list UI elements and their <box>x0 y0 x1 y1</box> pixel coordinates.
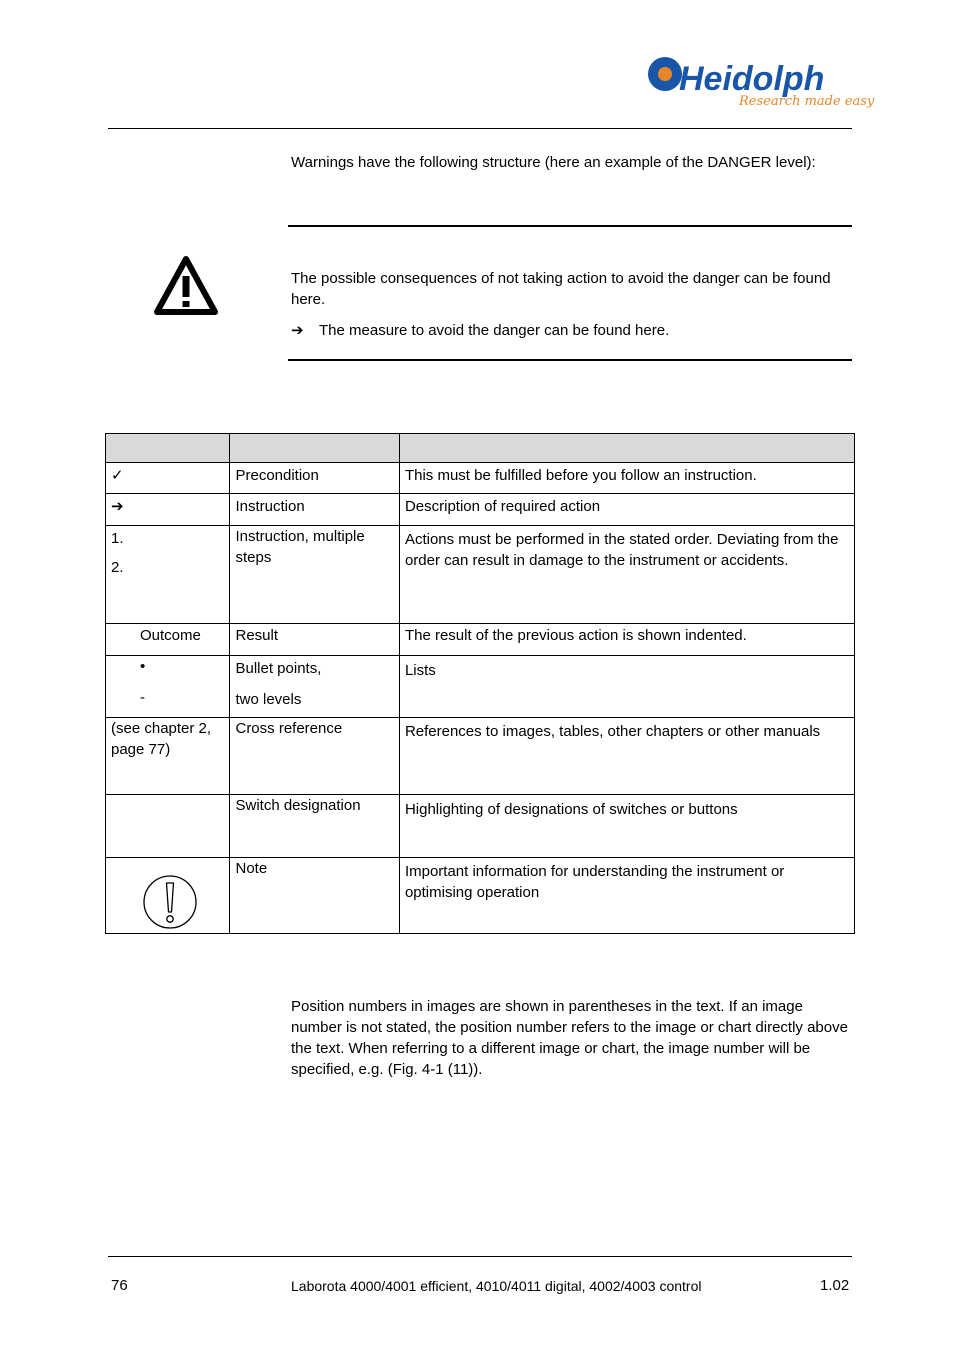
intro-text: Warnings have the following structure (here an example of the DANGER level): <box>291 154 816 171</box>
table-row <box>106 795 855 858</box>
table-row <box>106 624 855 656</box>
table-cell: Highlighting of designations of switches or buttons <box>399 795 854 858</box>
table-cell: Lists <box>399 656 854 718</box>
table-cell <box>106 795 230 858</box>
table-header-row <box>106 434 855 463</box>
page-number: 76 <box>111 1277 128 1294</box>
table-cell: Instruction, multiple steps <box>230 526 399 624</box>
table-cell: Result <box>230 624 399 656</box>
danger-box-bottom-rule <box>288 359 852 361</box>
danger-measure-line <box>291 320 836 341</box>
logo-text: Heidolph <box>679 60 825 98</box>
table-row <box>106 494 855 526</box>
table-cell: Note <box>230 858 399 934</box>
table-row <box>106 718 855 795</box>
table-header-cell <box>106 434 230 463</box>
table-row <box>106 463 855 494</box>
table-cell: Outcome <box>106 624 230 656</box>
footer-rule <box>108 1256 852 1257</box>
danger-consequences: The possible consequences of not taking action to avoid the danger can be found here. <box>291 270 831 308</box>
table-cell: Precondition <box>230 463 399 494</box>
danger-measure: The measure to avoid the danger can be found here. <box>319 322 670 339</box>
bullet-icon: • <box>140 658 146 675</box>
step-number: 2. <box>111 559 124 576</box>
table-cell: Description of required action <box>399 494 854 526</box>
table-row <box>106 858 855 934</box>
table-cell: The result of the previous action is shown indented. <box>399 624 854 656</box>
note-exclamation-icon <box>142 874 198 930</box>
table-cell: Important information for understanding the instrument or optimising operation <box>399 858 854 934</box>
header-rule <box>108 128 852 129</box>
footer-title: Laborota 4000/4001 efficient, 4010/4011 digital, 4002/4003 control <box>291 1278 702 1294</box>
checkmark-icon: ✓ <box>106 463 230 494</box>
table-cell: Cross reference <box>230 718 399 795</box>
dash-icon: - <box>140 689 145 706</box>
table-cell: Instruction <box>230 494 399 526</box>
document-version: 1.02 <box>820 1277 850 1294</box>
table-header-cell <box>399 434 854 463</box>
table-row <box>106 526 855 624</box>
table-cell: Actions must be performed in the stated order. Deviating from the order can result in damage to the instrument or accidents. <box>399 526 854 624</box>
table-row <box>106 656 855 718</box>
danger-box-top-rule <box>288 225 852 227</box>
arrow-right-icon: ➔ <box>291 322 304 339</box>
logo-tagline: Research made easy <box>739 94 875 109</box>
table-header-cell <box>230 434 399 463</box>
table-cell: two levels <box>235 691 302 708</box>
table-cell: Bullet points, <box>235 660 322 677</box>
table-cell: Switch designation <box>230 795 399 858</box>
table-cell: References to images, tables, other chapters or other manuals <box>399 718 854 795</box>
position-numbers-text: Position numbers in images are shown in parentheses in the text. If an image number is not stated, the position number refers to the image or chart directly above the text. When referring to a different image or chart, the image number will be specified, e.g. (Fig. 4-1 (11)). <box>291 998 848 1078</box>
table-cell: This must be fulfilled before you follow an instruction. <box>399 463 854 494</box>
conventions-table <box>105 433 855 934</box>
arrow-right-icon: ➔ <box>106 494 230 526</box>
heidolph-logo <box>645 52 875 114</box>
step-number: 1. <box>111 530 124 547</box>
table-cell: (see chapter 2, page 77) <box>106 718 230 795</box>
warning-triangle-icon <box>152 254 220 322</box>
